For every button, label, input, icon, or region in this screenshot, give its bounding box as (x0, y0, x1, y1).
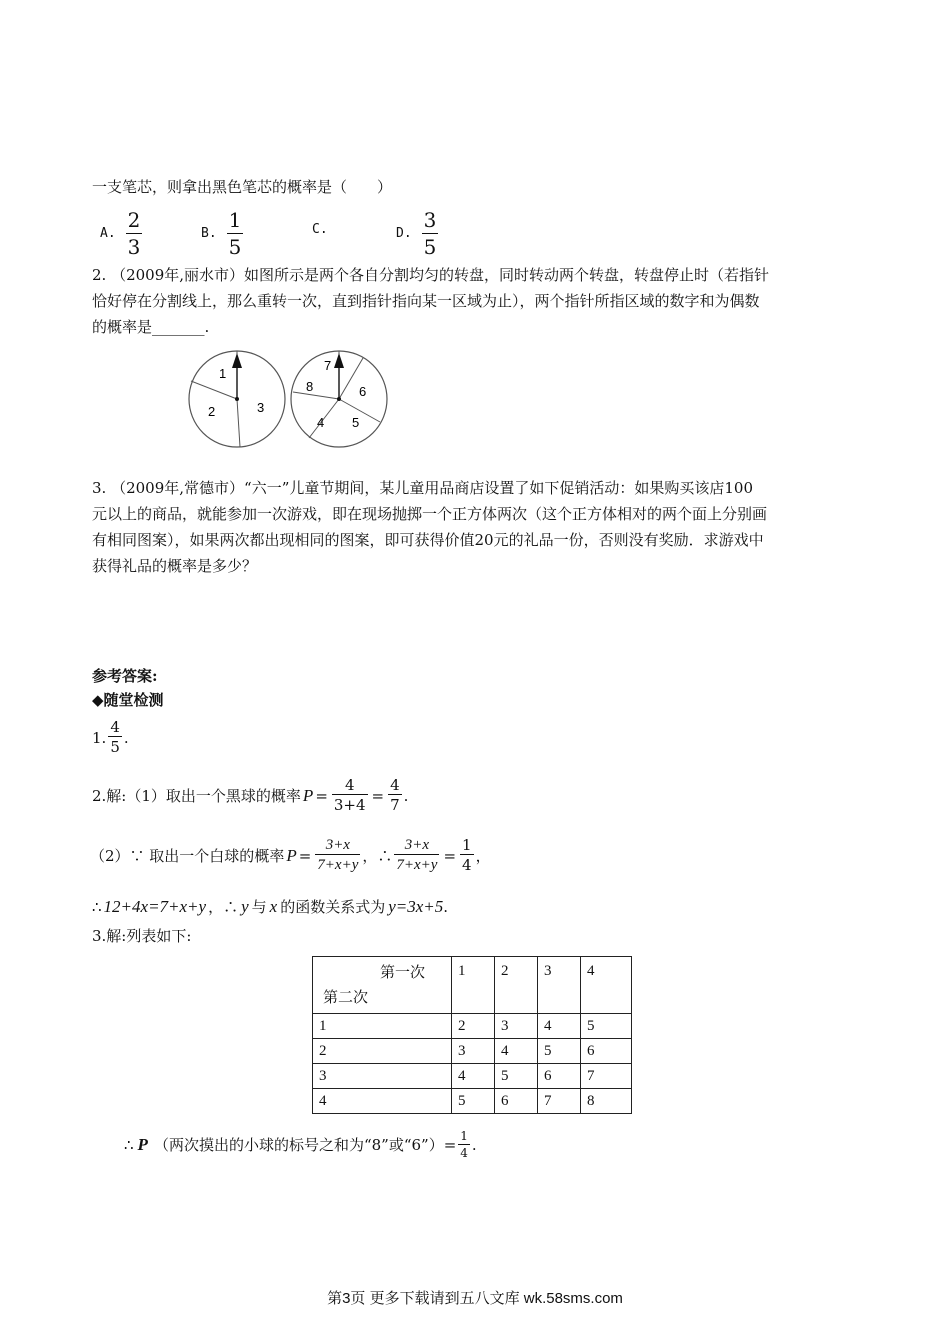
table-col-head: 1 (452, 957, 495, 1014)
q2-line-3: 的概率是_______. (92, 318, 210, 336)
q3-line-3: 有相同图案），如果两次都出现相同的图案，即可获得价值20元的礼品一份，否则没有奖励．求游戏中 (92, 531, 764, 549)
table-cell: 6 (495, 1089, 538, 1114)
answer-3-intro: 3.解:列表如下: (92, 927, 192, 945)
table-row-head: 3 (313, 1064, 452, 1089)
spinner-right (291, 351, 387, 447)
option-label: C. (312, 222, 328, 237)
table-row (313, 1039, 632, 1064)
table-cell: 7 (581, 1064, 632, 1089)
page-footer: 第3页 更多下载请到五八文库 wk.58sms.com (327, 1290, 623, 1307)
spinner-right-label: 7 (324, 358, 332, 373)
table-cell: 3 (452, 1039, 495, 1064)
answer-1: 1. $\frac{4}{5}$ . (92, 718, 129, 756)
table-col-head: 3 (538, 957, 581, 1014)
q3-line-1: 3. （2009年,常德市）“六一”儿童节期间，某儿童用品商店设置了如下促销活动：如果购买该店100 (92, 479, 753, 497)
table-cell: 5 (581, 1014, 632, 1039)
table-cell: 4 (452, 1064, 495, 1089)
table-corner: 第一次 第二次 (313, 957, 452, 1014)
option-b (201, 207, 245, 260)
fraction: $\frac{3+x}{7+x+y}$ (396, 837, 438, 873)
fraction: $\frac{4}{5}$ (110, 718, 120, 756)
spinners-figure (185, 348, 395, 450)
table-row-head: 4 (313, 1089, 452, 1114)
table-cell: 5 (452, 1089, 495, 1114)
sum-table (312, 956, 632, 1114)
table-cell: 5 (538, 1039, 581, 1064)
fraction: $\frac{4}{7}$ (390, 776, 400, 814)
option-fraction: $\frac{3}{5}$ (423, 208, 437, 259)
answers-title: 参考答案: (92, 667, 158, 685)
table-row-head: 1 (313, 1014, 452, 1039)
spinner-left (189, 351, 285, 447)
option-label: B. (201, 226, 217, 241)
table-cell: 4 (495, 1039, 538, 1064)
option-fraction: $\frac{2}{3}$ (127, 208, 141, 259)
table-cell: 8 (581, 1089, 632, 1114)
table-row-head: 2 (313, 1039, 452, 1064)
table-cell: 7 (538, 1089, 581, 1114)
table-row (313, 1064, 632, 1089)
table-cell: 6 (581, 1039, 632, 1064)
answer-2-part-3: ∴ 12+4x=7+x+y ，∴ y 与 x 的函数关系式为 y=3x+5 . (92, 897, 449, 916)
option-fraction: $\frac{1}{5}$ (228, 208, 242, 259)
spinner-right-label: 4 (317, 415, 325, 430)
answer-2-part-1: 2.解:（1）取出一个黑球的概率 P = $\frac{4}{3+4}$ = $\frac{4}{7}$ . (92, 776, 409, 814)
table-cell: 2 (452, 1014, 495, 1039)
table-row (313, 1014, 632, 1039)
q3-line-2: 元以上的商品，就能参加一次游戏，即在现场抛掷一个正方体两次（这个正方体相对的两个面上分别画 (92, 505, 768, 523)
q3-line-4: 获得礼品的概率是多少？ (92, 557, 258, 575)
option-a (100, 207, 144, 260)
table-col-head: 2 (495, 957, 538, 1014)
spinner-right-label: 8 (306, 379, 314, 394)
table-header-row (313, 957, 632, 1014)
table-cell: 6 (538, 1064, 581, 1089)
answers-section: ◆随堂检测 (92, 691, 164, 709)
fraction: $\frac{4}{3+4}$ (333, 776, 366, 814)
q2-line-2: 恰好停在分割线上，那么重转一次，直到指针指向某一区域为止），两个指针所指区域的数字和为偶数 (92, 292, 760, 310)
spinner-right-label: 5 (352, 415, 360, 430)
q2-line-1: 2. （2009年,丽水市）如图所示是两个各自分割均匀的转盘，同时转动两个转盘，转盘停止时（若指针 (92, 266, 770, 284)
q1-stem: 一支笔芯，则拿出黑色笔芯的概率是（ ） (92, 178, 393, 196)
table-cell: 4 (538, 1014, 581, 1039)
spinner-left-label: 3 (257, 400, 265, 415)
spinner-left-label: 1 (219, 366, 227, 381)
table-col-head: 4 (581, 957, 632, 1014)
spinner-left-label: 2 (208, 404, 216, 419)
fraction: $\frac{1}{4}$ (460, 1129, 468, 1160)
answer-2-part-2: （2）∵ 取出一个白球的概率 P = $\frac{3+x}{7+x+y}$ ，∴ $\frac{3+x}{7+x+y}$ = $\frac{1}{4}$ ， (90, 836, 491, 874)
table-row (313, 1089, 632, 1114)
option-label: A. (100, 226, 116, 241)
option-label: D. (396, 226, 412, 241)
spinner-right-label: 6 (359, 384, 367, 399)
table-cell: 3 (495, 1014, 538, 1039)
option-c (312, 222, 328, 237)
option-d (396, 207, 440, 260)
fraction: $\frac{1}{4}$ (462, 836, 472, 874)
answer-3-result: ∴ P （两次摸出的小球的标号之和为“8”或“6”）= $\frac{1}{4}$ . (124, 1129, 477, 1160)
fraction: $\frac{3+x}{7+x+y}$ (317, 837, 359, 873)
table-cell: 5 (495, 1064, 538, 1089)
